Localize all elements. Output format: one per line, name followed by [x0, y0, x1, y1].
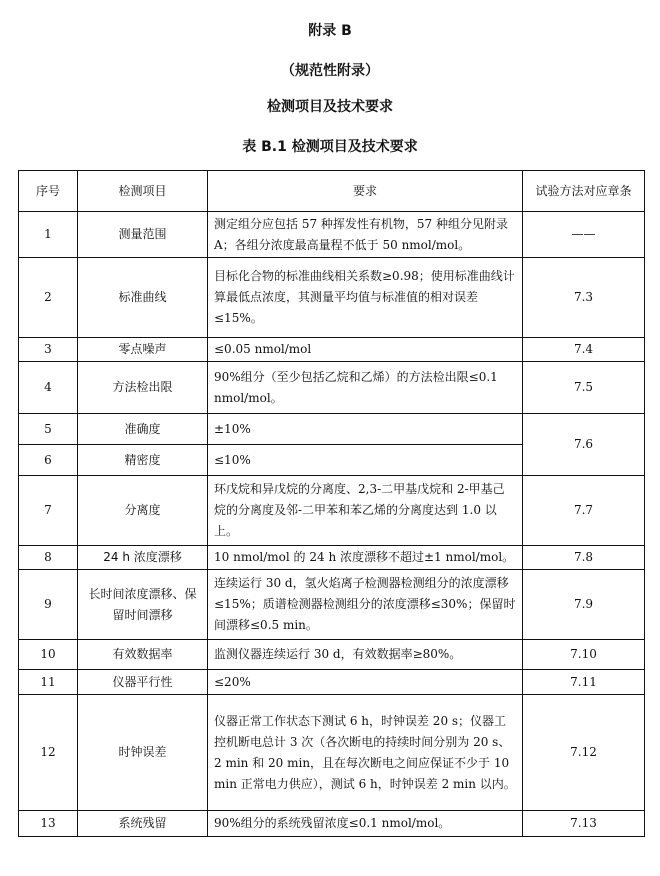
table-caption: 表 B.1 检测项目及技术要求: [242, 139, 418, 155]
row-item: 仪器平行性: [78, 670, 208, 695]
row-clause: 7.11: [523, 670, 645, 695]
row-requirement: 测定组分应包括 57 种挥发性有机物，57 种组分见附录 A；各组分浓度最高量程不低于 50 nmol/mol。: [208, 212, 523, 258]
table-row: [19, 476, 645, 546]
row-clause: 7.13: [523, 811, 645, 837]
row-no: 10: [19, 640, 78, 670]
row-no: 5: [19, 414, 78, 445]
table-row: [19, 570, 645, 640]
row-no: 12: [19, 695, 78, 811]
row-item: 24 h 浓度漂移: [78, 546, 208, 570]
requirements-table: [18, 170, 645, 837]
row-requirement: ≤0.05 nmol/mol: [208, 338, 523, 362]
table-row: [19, 258, 645, 338]
row-requirement: 90%组分的系统残留浓度≤0.1 nmol/mol。: [208, 811, 523, 837]
table-header-row: [19, 171, 645, 212]
row-item: 时钟误差: [78, 695, 208, 811]
row-clause: 7.3: [523, 258, 645, 338]
col-header-item: 检测项目: [78, 171, 208, 212]
row-item: 精密度: [78, 445, 208, 476]
row-no: 8: [19, 546, 78, 570]
row-requirement: ≤10%: [208, 445, 523, 476]
appendix-type: （规范性附录）: [281, 63, 379, 79]
row-clause: 7.4: [523, 338, 645, 362]
row-item: 测量范围: [78, 212, 208, 258]
row-clause: 7.9: [523, 570, 645, 640]
row-clause: 7.6: [523, 414, 645, 476]
col-header-no: 序号: [19, 171, 78, 212]
row-requirement: ≤20%: [208, 670, 523, 695]
col-header-requirement: 要求: [208, 171, 523, 212]
row-clause: 7.5: [523, 362, 645, 414]
row-item: 分离度: [78, 476, 208, 546]
row-no: 11: [19, 670, 78, 695]
row-no: 6: [19, 445, 78, 476]
row-requirement: 目标化合物的标准曲线相关系数≥0.98；使用标准曲线计算最低点浓度，其测量平均值与标准值的相对误差≤15%。: [208, 258, 523, 338]
table-row: [19, 212, 645, 258]
appendix-label: 附录 B: [308, 23, 352, 39]
table-row: [19, 670, 645, 695]
row-clause: 7.8: [523, 546, 645, 570]
row-requirement: 环戊烷和异戊烷的分离度、2,3-二甲基戊烷和 2-甲基己烷的分离度及邻-二甲苯和苯乙烯的分离度达到 1.0 以上。: [208, 476, 523, 546]
row-clause: 7.12: [523, 695, 645, 811]
table-row: [19, 362, 645, 414]
row-item: 系统残留: [78, 811, 208, 837]
row-clause: 7.10: [523, 640, 645, 670]
table-row: [19, 546, 645, 570]
row-no: 7: [19, 476, 78, 546]
row-no: 1: [19, 212, 78, 258]
table-row: [19, 338, 645, 362]
appendix-title: 检测项目及技术要求: [267, 99, 393, 115]
row-item: 方法检出限: [78, 362, 208, 414]
row-requirement: ±10%: [208, 414, 523, 445]
row-requirement: 10 nmol/mol 的 24 h 浓度漂移不超过±1 nmol/mol。: [208, 546, 523, 570]
row-no: 3: [19, 338, 78, 362]
table-row: [19, 414, 645, 445]
row-item: 标准曲线: [78, 258, 208, 338]
row-item: 长时间浓度漂移、保留时间漂移: [78, 570, 208, 640]
row-requirement: 90%组分（至少包括乙烷和乙烯）的方法检出限≤0.1 nmol/mol。: [208, 362, 523, 414]
table-row: [19, 640, 645, 670]
row-item: 准确度: [78, 414, 208, 445]
row-no: 4: [19, 362, 78, 414]
table-row: [19, 811, 645, 837]
row-clause: ——: [523, 212, 645, 258]
row-clause: 7.7: [523, 476, 645, 546]
row-requirement: 监测仪器连续运行 30 d，有效数据率≥80%。: [208, 640, 523, 670]
table-row: [19, 695, 645, 811]
row-no: 9: [19, 570, 78, 640]
row-requirement: 仪器正常工作状态下测试 6 h，时钟误差 20 s；仪器工控机断电总计 3 次（各次断电的持续时间分别为 20 s、2 min 和 20 min，且在每次断电之间应保证不少于 10 min 正常电力供应），测试 6 h，时钟误差 2 min 以内。: [208, 695, 523, 811]
row-no: 2: [19, 258, 78, 338]
row-no: 13: [19, 811, 78, 837]
col-header-clause: 试验方法对应章条: [523, 171, 645, 212]
row-item: 零点噪声: [78, 338, 208, 362]
row-item: 有效数据率: [78, 640, 208, 670]
row-requirement: 连续运行 30 d，氢火焰离子检测器检测组分的浓度漂移≤15%；质谱检测器检测组分的浓度漂移≤30%；保留时间漂移≤0.5 min。: [208, 570, 523, 640]
